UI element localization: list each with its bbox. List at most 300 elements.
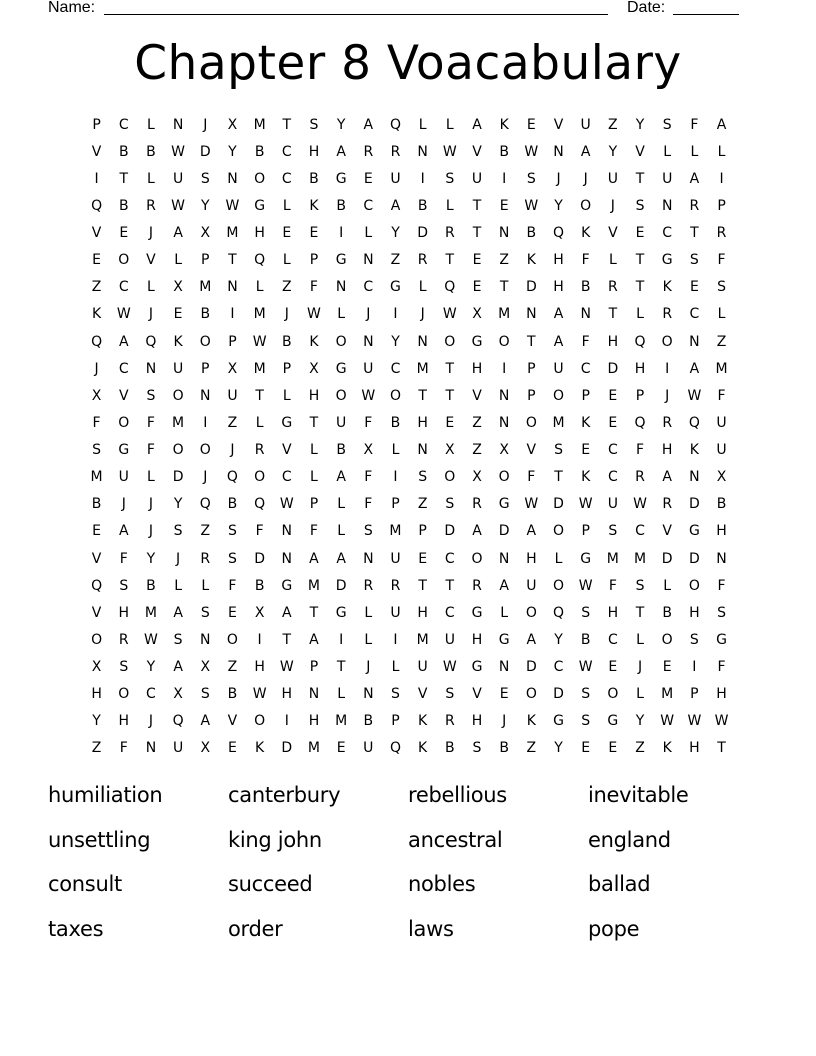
grid-cell[interactable]: T [255,387,264,404]
grid-cell[interactable]: H [689,740,700,757]
grid-cell[interactable]: H [553,279,564,296]
grid-cell[interactable]: C [281,170,292,187]
grid-cell[interactable]: J [420,306,425,323]
grid-cell[interactable]: V [526,442,537,459]
grid-cell[interactable]: V [472,143,482,160]
grid-cell[interactable]: B [417,197,428,214]
grid-cell[interactable]: J [121,496,126,513]
grid-cell[interactable]: E [526,116,536,133]
grid-cell[interactable]: W [307,306,321,323]
grid-cell[interactable]: J [583,170,588,187]
grid-cell[interactable]: S [472,740,482,757]
grid-cell[interactable]: Y [554,197,563,214]
grid-cell[interactable]: W [714,713,729,730]
grid-cell[interactable]: P [391,496,400,513]
grid-cell[interactable]: G [553,713,564,730]
grid-cell[interactable]: W [578,659,593,676]
grid-cell[interactable]: E [445,414,455,431]
grid-cell[interactable]: P [228,333,237,350]
grid-cell[interactable]: Q [389,116,401,133]
grid-cell[interactable]: L [282,387,291,404]
grid-cell[interactable]: A [553,306,564,323]
grid-cell[interactable]: O [91,631,103,648]
grid-cell[interactable]: K [526,713,536,730]
grid-cell[interactable]: S [228,550,237,567]
grid-cell[interactable]: X [173,686,183,703]
grid-cell[interactable]: B [336,442,346,459]
grid-cell[interactable]: H [118,713,130,730]
grid-cell[interactable]: V [91,604,102,621]
grid-cell[interactable]: L [418,279,427,296]
grid-cell[interactable]: N [689,333,700,350]
grid-cell[interactable]: Z [227,414,238,431]
grid-cell[interactable]: G [281,577,293,594]
grid-cell[interactable]: F [146,414,155,431]
grid-cell[interactable]: D [281,740,293,757]
grid-cell[interactable]: I [502,360,507,377]
grid-cell[interactable]: S [445,686,455,703]
grid-cell[interactable]: D [417,225,429,242]
grid-cell[interactable]: G [254,197,266,214]
grid-cell[interactable]: C [607,469,618,486]
grid-cell[interactable]: S [309,116,319,133]
grid-cell[interactable]: R [444,713,455,730]
grid-cell[interactable]: T [527,333,536,350]
grid-cell[interactable]: B [200,306,211,323]
grid-cell[interactable]: F [527,469,536,486]
grid-cell[interactable]: H [661,442,673,459]
grid-cell[interactable]: O [254,469,266,486]
grid-cell[interactable]: A [689,170,700,187]
grid-cell[interactable]: H [471,631,483,648]
grid-cell[interactable]: U [172,170,184,187]
grid-cell[interactable]: Y [146,550,156,567]
grid-cell[interactable]: X [91,659,102,676]
grid-cell[interactable]: K [581,414,591,431]
grid-cell[interactable]: S [391,686,400,703]
grid-cell[interactable]: M [226,225,239,242]
grid-cell[interactable]: U [172,740,184,757]
grid-cell[interactable]: A [472,523,482,540]
grid-cell[interactable]: H [118,604,130,621]
grid-cell[interactable]: K [418,713,428,730]
grid-cell[interactable]: A [173,604,183,621]
grid-cell[interactable]: R [254,442,265,459]
grid-cell[interactable]: H [607,604,619,621]
grid-cell[interactable]: P [581,387,590,404]
grid-cell[interactable]: N [145,360,157,377]
grid-cell[interactable]: U [662,170,673,187]
grid-cell[interactable]: Z [91,279,102,296]
grid-cell[interactable]: T [282,116,292,133]
grid-cell[interactable]: A [716,116,727,133]
grid-cell[interactable]: V [553,116,564,133]
grid-cell[interactable]: I [230,306,235,323]
grid-cell[interactable]: P [92,116,101,133]
grid-cell[interactable]: G [281,414,293,431]
grid-cell[interactable]: H [417,604,428,621]
grid-cell[interactable]: J [148,496,153,513]
grid-cell[interactable]: O [661,333,673,350]
grid-cell[interactable]: B [716,496,727,513]
grid-cell[interactable]: Y [146,659,156,676]
grid-cell[interactable]: F [255,523,264,540]
name-blank-line[interactable] [104,14,608,15]
grid-cell[interactable]: V [472,387,482,404]
grid-cell[interactable]: D [525,659,537,676]
grid-cell[interactable]: W [361,387,376,404]
grid-cell[interactable]: V [662,523,672,540]
grid-cell[interactable]: J [148,225,153,242]
grid-cell[interactable]: T [445,360,455,377]
grid-cell[interactable]: Y [608,143,618,160]
grid-cell[interactable]: B [146,577,156,594]
grid-cell[interactable]: L [282,252,291,269]
grid-cell[interactable]: L [391,659,400,676]
grid-cell[interactable]: N [553,143,564,160]
grid-cell[interactable]: E [92,252,102,269]
grid-cell[interactable]: P [717,197,726,214]
grid-cell[interactable]: C [390,360,401,377]
grid-cell[interactable]: T [635,170,645,187]
grid-cell[interactable]: O [226,631,238,648]
grid-cell[interactable]: T [445,387,455,404]
grid-cell[interactable]: I [420,170,425,187]
grid-cell[interactable]: S [119,659,129,676]
grid-cell[interactable]: S [200,604,210,621]
grid-cell[interactable]: L [174,577,182,594]
grid-cell[interactable]: L [364,631,373,648]
grid-cell[interactable]: X [200,659,211,676]
grid-cell[interactable]: A [363,116,374,133]
grid-cell[interactable]: C [553,659,564,676]
grid-cell[interactable]: C [281,143,292,160]
grid-cell[interactable]: R [417,252,428,269]
grid-cell[interactable]: Q [172,713,184,730]
grid-cell[interactable]: V [608,225,618,242]
grid-cell[interactable]: G [471,333,483,350]
grid-cell[interactable]: J [203,469,208,486]
grid-cell[interactable]: G [118,442,130,459]
grid-cell[interactable]: Y [391,225,400,242]
grid-cell[interactable]: D [498,523,510,540]
grid-cell[interactable]: L [310,469,318,486]
grid-cell[interactable]: U [118,469,129,486]
grid-cell[interactable]: R [689,197,700,214]
grid-cell[interactable]: H [634,360,646,377]
grid-cell[interactable]: E [228,740,237,757]
grid-cell[interactable]: W [225,197,240,214]
grid-cell[interactable]: T [445,252,455,269]
grid-cell[interactable]: M [335,713,348,730]
grid-cell[interactable]: D [553,686,564,703]
grid-cell[interactable]: P [282,360,292,377]
grid-cell[interactable]: M [389,523,402,540]
grid-cell[interactable]: F [608,577,617,594]
grid-cell[interactable]: J [637,659,643,676]
grid-cell[interactable]: L [255,414,264,431]
grid-cell[interactable]: B [445,740,455,757]
grid-cell[interactable]: Q [199,496,211,513]
grid-cell[interactable]: B [390,414,401,431]
grid-cell[interactable]: L [364,604,373,621]
grid-cell[interactable]: M [253,360,266,377]
grid-cell[interactable]: I [393,306,398,323]
grid-cell[interactable]: X [227,360,238,377]
grid-cell[interactable]: R [635,469,645,486]
grid-cell[interactable]: A [526,631,537,648]
grid-cell[interactable]: V [91,550,102,567]
grid-cell[interactable]: P [527,360,536,377]
grid-cell[interactable]: T [690,225,699,242]
grid-cell[interactable]: K [581,469,591,486]
grid-cell[interactable]: E [173,306,183,323]
grid-cell[interactable]: X [200,225,211,242]
grid-cell[interactable]: R [662,496,673,513]
grid-cell[interactable]: Q [634,333,646,350]
grid-cell[interactable]: M [633,550,647,567]
grid-cell[interactable]: K [662,740,672,757]
grid-cell[interactable]: O [389,387,401,404]
grid-cell[interactable]: X [254,604,265,621]
grid-cell[interactable]: G [335,604,347,621]
grid-cell[interactable]: B [336,197,346,214]
grid-cell[interactable]: H [417,414,428,431]
grid-cell[interactable]: O [552,387,565,404]
grid-cell[interactable]: S [689,631,699,648]
grid-cell[interactable]: R [662,414,673,431]
grid-cell[interactable]: H [716,523,727,540]
grid-cell[interactable]: F [364,469,373,486]
grid-cell[interactable]: K [255,740,265,757]
grid-cell[interactable]: L [663,577,672,594]
grid-cell[interactable]: S [418,469,428,486]
grid-cell[interactable]: S [662,116,672,133]
grid-cell[interactable]: R [118,631,129,648]
grid-cell[interactable]: U [553,360,564,377]
grid-cell[interactable]: Y [635,116,645,133]
grid-cell[interactable]: B [118,197,129,214]
grid-cell[interactable]: F [717,387,726,404]
grid-cell[interactable]: F [309,523,318,540]
grid-cell[interactable]: C [118,360,129,377]
grid-cell[interactable]: F [119,550,128,567]
grid-cell[interactable]: U [716,442,727,459]
grid-cell[interactable]: I [665,360,670,377]
grid-cell[interactable]: B [580,279,591,296]
grid-cell[interactable]: K [689,442,699,459]
grid-cell[interactable]: Q [91,577,103,594]
grid-cell[interactable]: X [227,116,238,133]
grid-cell[interactable]: U [417,659,428,676]
grid-cell[interactable]: A [282,604,292,621]
grid-cell[interactable]: E [92,523,102,540]
grid-cell[interactable]: J [556,170,561,187]
grid-cell[interactable]: K [309,333,319,350]
grid-cell[interactable]: A [580,143,591,160]
grid-cell[interactable]: F [92,414,101,431]
grid-cell[interactable]: X [309,360,319,377]
grid-cell[interactable]: N [200,387,211,404]
grid-cell[interactable]: O [335,333,347,350]
grid-cell[interactable]: N [498,550,510,567]
grid-cell[interactable]: J [366,659,371,676]
grid-cell[interactable]: U [526,577,537,594]
grid-cell[interactable]: T [445,577,455,594]
grid-cell[interactable]: R [200,550,211,567]
grid-cell[interactable]: O [525,686,537,703]
grid-cell[interactable]: J [665,387,670,404]
grid-cell[interactable]: V [227,713,238,730]
grid-cell[interactable]: C [363,197,374,214]
grid-cell[interactable]: G [607,713,619,730]
grid-cell[interactable]: V [146,252,156,269]
grid-cell[interactable]: G [471,604,483,621]
grid-cell[interactable]: I [393,631,398,648]
grid-cell[interactable]: L [282,197,291,214]
grid-cell[interactable]: L [663,143,672,160]
grid-cell[interactable]: N [417,143,428,160]
grid-cell[interactable]: U [716,414,727,431]
grid-cell[interactable]: Q [254,252,266,269]
grid-cell[interactable]: B [227,496,238,513]
grid-cell[interactable]: N [363,550,374,567]
grid-cell[interactable]: B [281,333,292,350]
grid-cell[interactable]: X [716,469,727,486]
word-search-grid[interactable] [83,111,736,762]
grid-cell[interactable]: E [119,225,129,242]
grid-cell[interactable]: C [607,631,618,648]
grid-cell[interactable]: N [281,550,293,567]
grid-cell[interactable]: I [203,414,208,431]
grid-cell[interactable]: F [717,577,726,594]
grid-cell[interactable]: W [660,713,675,730]
grid-cell[interactable]: Q [145,333,157,350]
grid-cell[interactable]: A [553,333,564,350]
grid-cell[interactable]: Q [389,740,401,757]
grid-cell[interactable]: K [526,252,536,269]
grid-cell[interactable]: W [524,197,539,214]
grid-cell[interactable]: S [146,387,156,404]
grid-cell[interactable]: K [499,116,509,133]
grid-cell[interactable]: E [363,170,373,187]
grid-cell[interactable]: A [309,550,319,567]
grid-cell[interactable]: G [390,279,401,296]
grid-cell[interactable]: S [581,604,591,621]
grid-cell[interactable]: P [309,252,319,269]
grid-cell[interactable]: R [363,143,374,160]
grid-cell[interactable]: G [580,550,592,567]
grid-cell[interactable]: M [606,550,619,567]
grid-cell[interactable]: F [717,659,726,676]
grid-cell[interactable]: B [254,577,265,594]
grid-cell[interactable]: A [499,577,509,594]
grid-cell[interactable]: M [416,360,429,377]
grid-cell[interactable]: L [364,225,373,242]
grid-cell[interactable]: O [525,414,537,431]
grid-cell[interactable]: S [635,577,645,594]
grid-cell[interactable]: H [254,659,265,676]
grid-cell[interactable]: A [200,713,211,730]
grid-cell[interactable]: B [146,143,156,160]
grid-cell[interactable]: O [444,469,456,486]
grid-cell[interactable]: I [719,170,724,187]
grid-cell[interactable]: B [254,143,265,160]
grid-cell[interactable]: U [444,631,455,648]
grid-cell[interactable]: U [607,496,618,513]
grid-cell[interactable]: A [390,197,401,214]
grid-cell[interactable]: F [119,740,128,757]
grid-cell[interactable]: O [498,469,510,486]
grid-cell[interactable]: W [279,659,294,676]
grid-cell[interactable]: N [689,469,700,486]
grid-cell[interactable]: J [148,306,153,323]
grid-cell[interactable]: C [689,306,700,323]
grid-cell[interactable]: S [717,279,726,296]
grid-cell[interactable]: D [335,577,347,594]
grid-cell[interactable]: F [690,116,699,133]
grid-cell[interactable]: N [580,306,591,323]
grid-cell[interactable]: V [118,387,129,404]
grid-cell[interactable]: F [228,577,237,594]
grid-cell[interactable]: G [471,659,483,676]
grid-cell[interactable]: F [581,252,590,269]
grid-cell[interactable]: L [636,306,644,323]
grid-cell[interactable]: V [472,686,482,703]
grid-cell[interactable]: N [498,414,510,431]
grid-cell[interactable]: N [417,333,428,350]
grid-cell[interactable]: E [608,659,618,676]
grid-cell[interactable]: E [581,740,591,757]
grid-cell[interactable]: M [172,414,185,431]
grid-cell[interactable]: B [499,740,509,757]
grid-cell[interactable]: R [390,577,401,594]
grid-cell[interactable]: O [444,333,456,350]
grid-cell[interactable]: L [147,279,155,296]
grid-cell[interactable]: C [118,279,129,296]
grid-cell[interactable]: L [445,116,454,133]
grid-cell[interactable]: Z [417,496,428,513]
grid-cell[interactable]: Q [254,496,266,513]
grid-cell[interactable]: I [257,631,262,648]
grid-cell[interactable]: G [335,252,347,269]
grid-cell[interactable]: J [176,550,181,567]
grid-cell[interactable]: V [91,225,102,242]
grid-cell[interactable]: W [442,306,457,323]
grid-cell[interactable]: S [445,496,455,513]
grid-cell[interactable]: D [444,523,456,540]
grid-cell[interactable]: P [309,659,319,676]
grid-cell[interactable]: N [498,225,510,242]
grid-cell[interactable]: K [662,279,672,296]
grid-cell[interactable]: H [607,333,619,350]
grid-cell[interactable]: M [498,306,511,323]
grid-cell[interactable]: E [608,740,618,757]
grid-cell[interactable]: Y [391,333,400,350]
grid-cell[interactable]: N [661,197,673,214]
grid-cell[interactable]: M [199,279,212,296]
grid-cell[interactable]: R [607,279,618,296]
grid-cell[interactable]: T [554,469,563,486]
grid-cell[interactable]: N [335,279,347,296]
grid-cell[interactable]: H [689,604,700,621]
grid-cell[interactable]: T [635,279,645,296]
grid-cell[interactable]: Q [91,333,103,350]
grid-cell[interactable]: O [525,604,537,621]
grid-cell[interactable]: W [442,659,457,676]
date-blank-line[interactable] [673,14,739,15]
grid-cell[interactable]: R [146,197,156,214]
